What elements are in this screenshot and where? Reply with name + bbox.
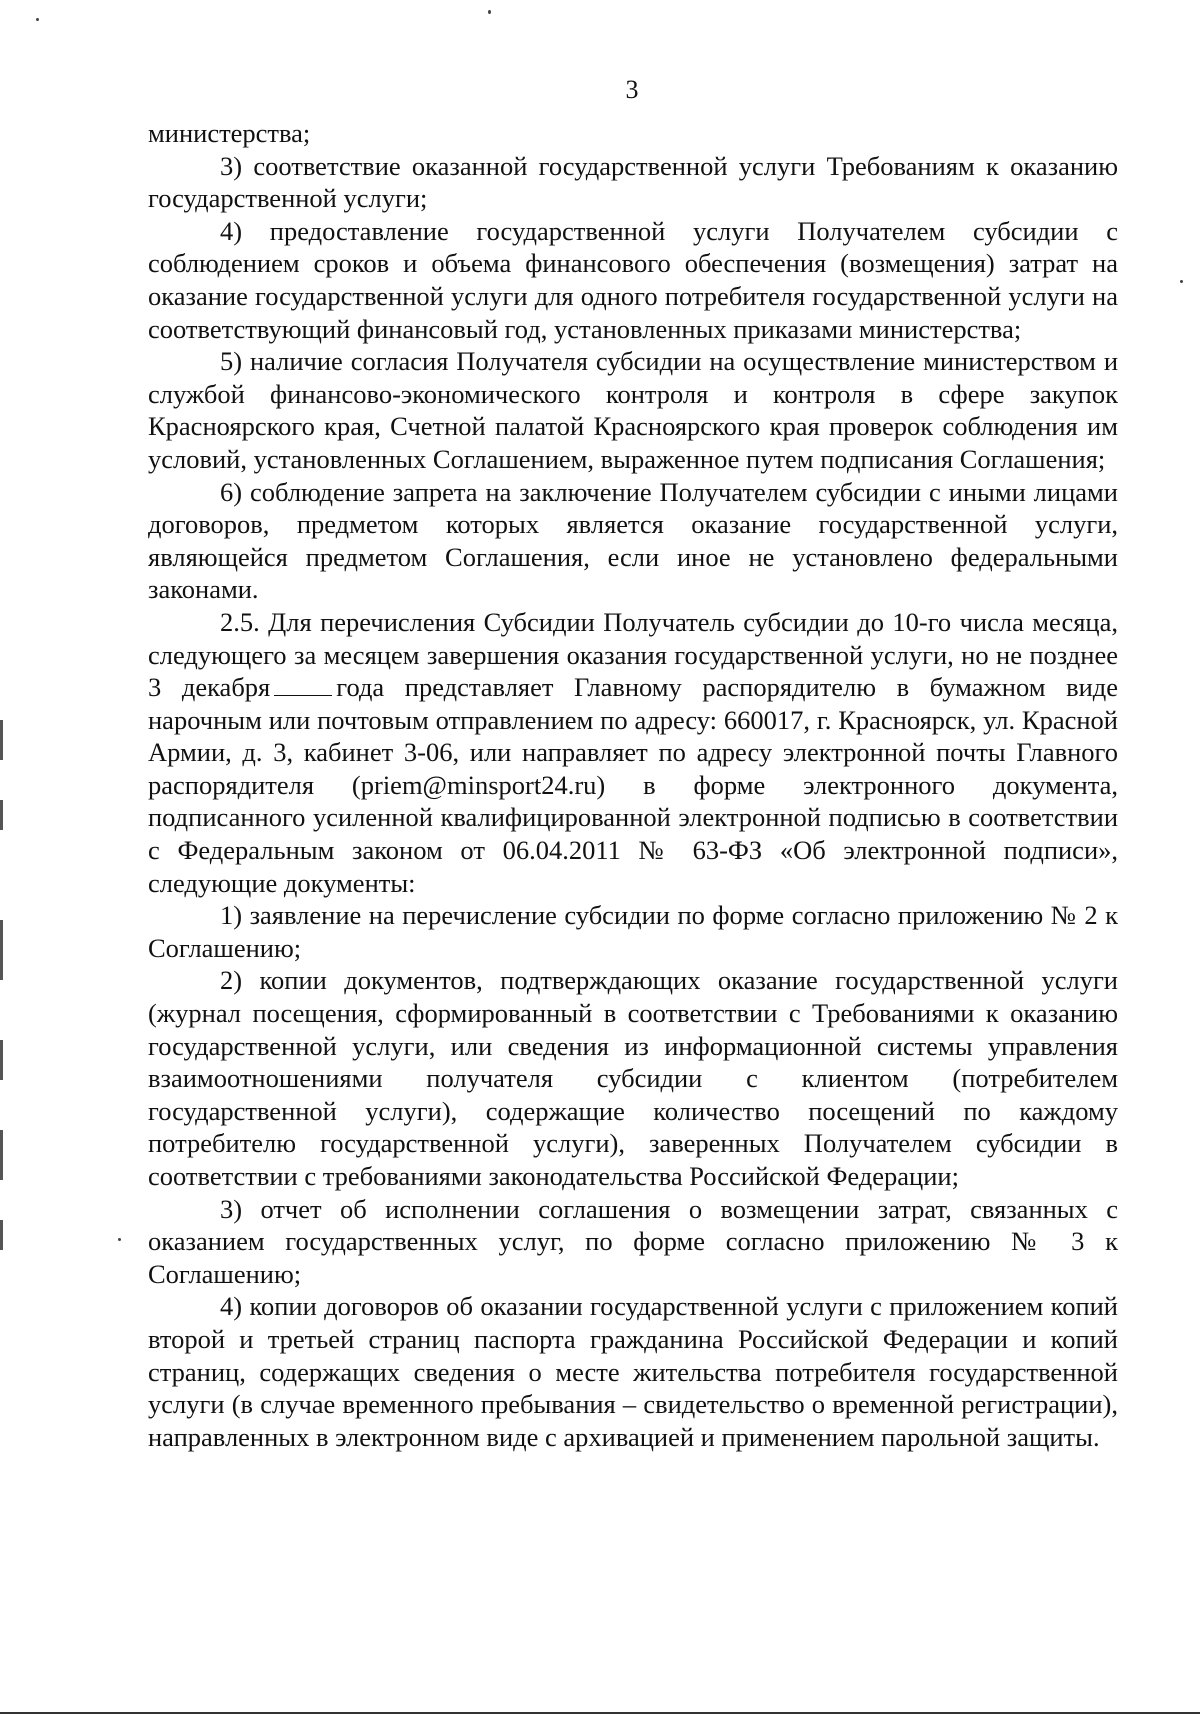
paragraph-continuation: министерства; (148, 118, 311, 148)
scan-edge-mark (0, 920, 3, 980)
scan-edge-mark (0, 800, 3, 830)
section-2-5-text-before: 2.5. Для перечисления Субсидии Получатель субсидии до 10-го числа месяца, следующего за месяцем завершения оказания государственной услуги, но не позднее 3 декабря (148, 606, 1118, 703)
page-number: 3 (625, 75, 639, 104)
year-blank-field (274, 675, 332, 696)
document-body (148, 117, 1118, 1453)
scan-speck (1180, 280, 1183, 283)
paragraph-doc-2: 2) копии документов, подтверждающих оказание государственной услуги (журнал посещения, сформированный в соответствии с Требованиями к оказанию государственной услуги, или сведения из информационной системы управления взаимоотношениями получателя субсидии с клиентом (потребителем государственной услуги), содержащие количество посещений по каждому потребителю государственной услуги), заверенных Получателем субсидии в соответствии с требованиями законодательства Российской Федерации; (148, 965, 1118, 1191)
paragraph-doc-3: 3) отчет об исполнении соглашения о возмещении затрат, связанных с оказанием государственных услуг, по форме согласно приложению № 3 к Соглашению; (148, 1193, 1118, 1289)
scan-edge-mark (0, 1220, 3, 1250)
scan-speck (118, 1238, 121, 1241)
scan-edge-mark (0, 720, 3, 760)
paragraph-item-4: 4) предоставление государственной услуги Получателем субсидии с соблюдением сроков и объема финансового обеспечения (возмещения) затрат на оказание государственной услуги для одного потребителя государственной услуги на соответствующий финансовый год, установленных приказами министерства; (148, 215, 1118, 344)
section-2-5-text-after: года представляет Главному распорядителю в бумажном виде нарочным или почтовым отправлением по адресу: 660017, г. Красноярск, ул. Красной Армии, д. 3, кабинет 3-06, или направляет по адресу электронной почты Главного распорядителя (priem@minsport24.ru) в форме электронного документа, подписанного усиленной квалифицированной электронной подписью в соответствии с Федеральным законом от 06.04.2011 № 63-ФЗ «Об электронной подписи», следующие документы: (148, 672, 1119, 898)
scan-bottom-edge (0, 1712, 1200, 1714)
scan-speck (488, 10, 491, 14)
scan-edge-mark (0, 1130, 3, 1180)
paragraph-doc-4: 4) копии договоров об оказании государственной услуги с приложением копий второй и третьей страниц паспорта гражданина Российской Федерации и копий страниц, содержащих сведения о месте жительства потребителя государственной услуги (в случае временного пребывания – свидетельство о временной регистрации), направленных в электронном виде с архивацией и применением парольной защиты. (148, 1291, 1118, 1452)
paragraph-section-2-5 (148, 606, 1118, 899)
scan-speck (36, 18, 39, 21)
paragraph-item-3: 3) соответствие оказанной государственной услуги Требованиям к оказанию государственной услуги; (148, 150, 1118, 214)
paragraph-item-6: 6) соблюдение запрета на заключение Получателем субсидии с иными лицами договоров, предметом которых является оказание государственной услуги, являющейся предметом Соглашения, если иное не установлено федеральными законами. (148, 476, 1118, 605)
paragraph-item-5: 5) наличие согласия Получателя субсидии на осуществление министерством и службой финансово-экономического контроля и контроля в сфере закупок Красноярского края, Счетной палатой Красноярского края проверок соблюдения им условий, установленных Соглашением, выраженное путем подписания Соглашения; (148, 346, 1118, 474)
paragraph-doc-1: 1) заявление на перечисление субсидии по форме согласно приложению № 2 к Соглашению; (148, 900, 1118, 963)
scan-edge-mark (0, 1040, 3, 1080)
